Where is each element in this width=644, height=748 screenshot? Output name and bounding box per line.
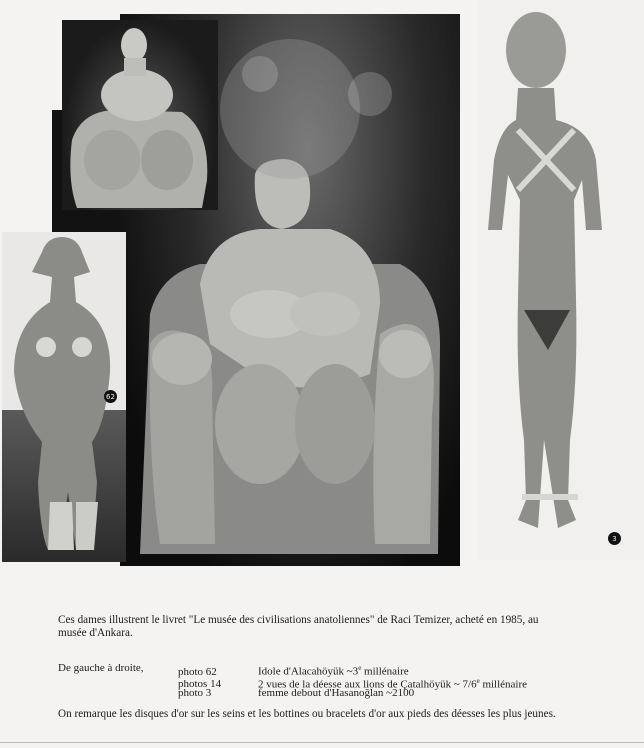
photo-number-badge: 3 [608, 532, 621, 545]
description-suffix: millénaire [479, 678, 528, 691]
photo-idol-figurine [2, 232, 126, 562]
description-text: Idole d'Alacahöyük ~3 [258, 665, 359, 678]
description-text: 2 vues de la déesse aux lions de Çatalhöyük ~ 7/6 [258, 678, 477, 691]
ordinal-superscript: e [476, 676, 480, 685]
photo-reference: photo 3 [178, 687, 212, 699]
caption-list-lead: De gauche à droite, [58, 662, 144, 674]
caption-intro-line-1: Ces dames illustrent le livret "Le musée des civilisations anatoliennes" de Raci Temizer, acheté en 1985, au [58, 614, 539, 626]
description-suffix: millénaire [361, 665, 409, 678]
ordinal-superscript: e [358, 664, 362, 672]
caption-remark: On remarque les disques d'or sur les seins et les bottines ou bracelets d'or aux pieds des déesses les plus jeunes. [58, 708, 556, 720]
photo-reference: photos 14 [178, 678, 222, 691]
photo-description [258, 687, 414, 700]
photo-standing-woman-figurine [478, 0, 644, 560]
photo-reference: photo 62 [178, 665, 217, 678]
photo-number-badge: 62 [104, 390, 117, 403]
caption-row [178, 687, 414, 700]
page-bottom-rule [0, 742, 644, 743]
caption-intro [58, 614, 618, 640]
photo-seated-figurine [62, 20, 218, 210]
description-text: femme debout d'Hasanoğlan ~2100 [258, 687, 415, 699]
caption-intro-line-2: musée d'Ankara. [58, 627, 133, 639]
